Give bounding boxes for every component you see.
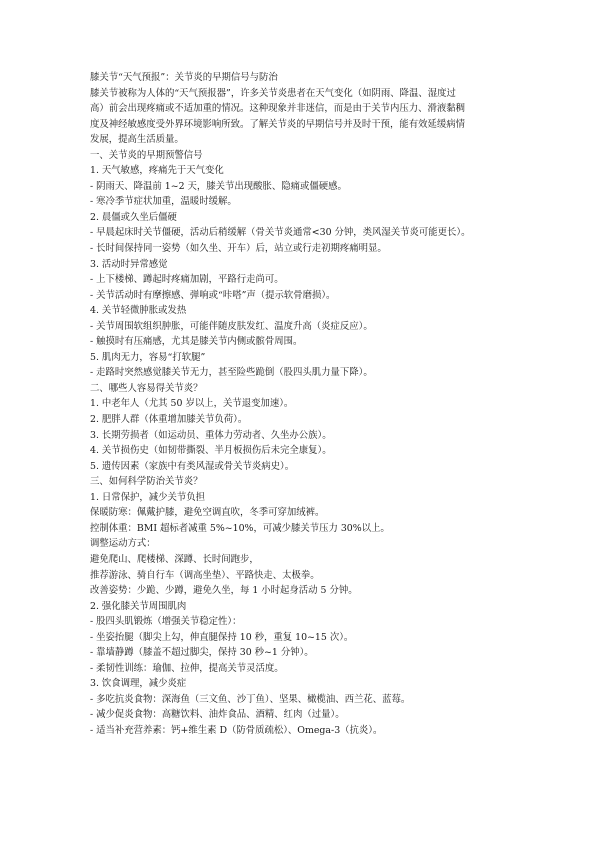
bullet-item: - 多吃抗炎食物：深海鱼（三文鱼、沙丁鱼）、坚果、橄榄油、西兰花、蓝莓。 bbox=[90, 693, 411, 705]
paragraph-line: 控制体重：BMI 超标者减重 5%~10%，可减少膝关节压力 30%以上。 bbox=[90, 522, 390, 534]
paragraph-line: 改善姿势：少跪、少蹲，避免久坐，每 1 小时起身活动 5 分钟。 bbox=[90, 585, 358, 597]
intro-line: 高）前会出现疼痛或不适加重的情况。这种现象并非迷信，而是由于关节内压力、滑液黏稠 bbox=[90, 103, 466, 115]
paragraph-line: 保暖防寒：佩戴护膝，避免空调直吹，冬季可穿加绒裤。 bbox=[90, 507, 325, 519]
subheading: 3. 活动时异常感觉 bbox=[90, 258, 168, 270]
section-prevention bbox=[90, 474, 520, 738]
subheading: 5. 肌肉无力，容易“打软腿” bbox=[90, 351, 206, 363]
subheading: 1. 日常保护，减少关节负担 bbox=[90, 491, 206, 503]
bullet-item: - 走路时突然感觉膝关节无力，甚至险些跪倒（股四头肌力量下降）。 bbox=[90, 367, 373, 379]
subheading: 2. 晨僵或久坐后僵硬 bbox=[90, 211, 177, 223]
intro-line: 度及神经敏感度受外界环境影响所致。了解关节炎的早期信号并及时干预，能有效延缓病情 bbox=[90, 118, 466, 130]
list-item: 3. 长期劳损者（如运动员、重体力劳动者、久坐办公族）。 bbox=[90, 429, 332, 441]
bullet-item: - 柔韧性训练：瑜伽、拉伸，提高关节灵活度。 bbox=[90, 662, 284, 674]
section-risk-groups bbox=[90, 381, 520, 474]
subheading: 4. 关节轻微肿胀或发热 bbox=[90, 305, 187, 317]
subheading: 1. 天气敏感，疼痛先于天气变化 bbox=[90, 165, 224, 177]
section-early-signals bbox=[90, 148, 520, 381]
bullet-item: - 关节活动时有摩擦感、弹响或“咔嗒”声（提示软骨磨损）。 bbox=[90, 289, 336, 301]
bullet-item: - 关节周围软组织肿胀，可能伴随皮肤发红、温度升高（炎症反应）。 bbox=[90, 320, 373, 332]
intro-line: 膝关节被称为人体的“天气预报器”，许多关节炎患者在天气变化（如阴雨、降温、湿度过 bbox=[90, 87, 456, 99]
bullet-item: - 早晨起床时关节僵硬，活动后稍缓解（骨关节炎通常<30 分钟，类风湿关节炎可能更长）。 bbox=[90, 227, 471, 239]
section-heading: 一、关节炎的早期预警信号 bbox=[90, 149, 203, 161]
list-item: 5. 遗传因素（家族中有类风湿或骨关节炎病史）。 bbox=[90, 460, 295, 472]
paragraph-line: 调整运动方式： bbox=[90, 538, 156, 550]
section-heading: 二、哪些人容易得关节炎？ bbox=[90, 382, 203, 394]
subheading: 2. 强化膝关节周围肌肉 bbox=[90, 600, 187, 612]
sub-bullet-item: - 靠墙静蹲（膝盖不超过脚尖，保持 30 秒~1 分钟）。 bbox=[90, 647, 314, 659]
intro-paragraph bbox=[90, 86, 520, 148]
bullet-item: - 阴雨天、降温前 1~2 天，膝关节出现酸胀、隐痛或僵硬感。 bbox=[90, 180, 347, 192]
document-title: 膝关节“天气预报”：关节炎的早期信号与防治 bbox=[90, 72, 278, 83]
bullet-item: - 适当补充营养素：钙+维生素 D（防骨质疏松）、Omega-3（抗炎）。 bbox=[90, 724, 383, 736]
bullet-item: - 股四头肌锻炼（增强关节稳定性）： bbox=[90, 616, 242, 628]
bullet-item: - 触摸时有压痛感，尤其是膝关节内侧或髌骨周围。 bbox=[90, 336, 303, 348]
list-item: 2. 肥胖人群（体重增加膝关节负荷）。 bbox=[90, 414, 248, 426]
paragraph-line: 推荐游泳、骑自行车（调高坐垫）、平路快走、太极拳。 bbox=[90, 569, 320, 581]
bullet-item: - 上下楼梯、蹲起时疼痛加剧，平路行走尚可。 bbox=[90, 274, 284, 286]
list-item: 1. 中老年人（尤其 50 岁以上，关节退变加速）。 bbox=[90, 398, 294, 410]
paragraph-line: 避免爬山、爬楼梯、深蹲、长时间跑步， bbox=[90, 553, 259, 565]
sub-bullet-item: - 坐姿抬腿（脚尖上勾，伸直腿保持 10 秒，重复 10~15 次）。 bbox=[90, 631, 354, 643]
bullet-item: - 寒冷季节症状加重，温暖时缓解。 bbox=[90, 196, 237, 208]
section-heading: 三、如何科学防治关节炎？ bbox=[90, 476, 203, 488]
list-item: 4. 关节损伤史（如韧带撕裂、半月板损伤后未完全康复）。 bbox=[90, 445, 332, 457]
bullet-item: - 减少促炎食物：高糖饮料、油炸食品、酒精、红肉（过量）。 bbox=[90, 709, 345, 721]
document-page bbox=[90, 70, 520, 739]
subheading: 3. 饮食调理，减少炎症 bbox=[90, 678, 187, 690]
intro-line: 发展，提高生活质量。 bbox=[90, 134, 184, 146]
bullet-item: - 长时间保持同一姿势（如久坐、开车）后，站立或行走初期疼痛明显。 bbox=[90, 243, 387, 255]
